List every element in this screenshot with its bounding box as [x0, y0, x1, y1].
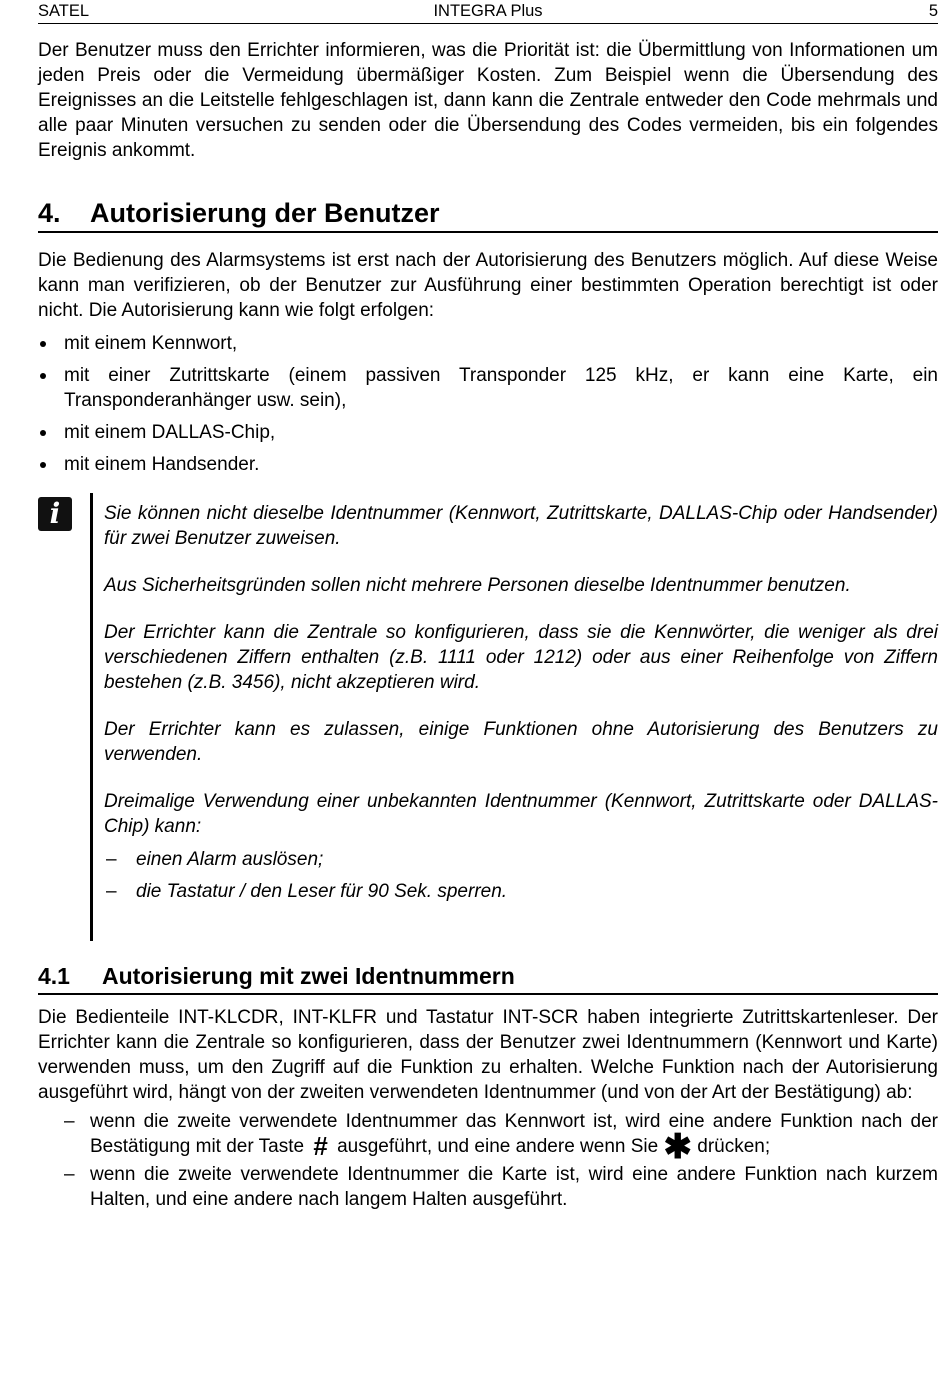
hash-key-icon: # — [313, 1131, 328, 1161]
list-item: mit einem Handsender. — [38, 452, 938, 477]
list-item: mit einer Zutrittskarte (einem passiven Transponder 125 kHz, er kann eine Karte, ein Transponderanhänger usw. sein), — [38, 363, 938, 413]
document-page — [38, 0, 938, 1215]
dash-icon: – — [64, 1111, 75, 1132]
section-4-1-heading — [38, 961, 938, 995]
authorization-methods-list — [38, 331, 938, 477]
list-item: – die Tastatur / den Leser für 90 Sek. sperren. — [106, 881, 508, 902]
section-4-title: Autorisierung der Benutzer — [90, 198, 440, 228]
section-4-paragraph: Die Bedienung des Alarmsystems ist erst nach der Autorisierung des Benutzers möglich. Auf diese Weise kann man verifizieren, ob der Benutzer zur Ausführung einer bestimmten Operation berechtigt ist oder nicht. Die Autorisierung kann wie folgt erfolgen: — [38, 250, 938, 321]
note-dash-list — [104, 847, 938, 904]
note-paragraph: Der Errichter kann die Zentrale so konfigurieren, dass sie die Kennwörter, die weniger als drei verschiedenen Ziffern enthalten (z.B. 1111 oder 1212) oder aus einer Reihenfolge von Ziffern bestehen (z.B. 3456), nicht akzeptieren wird. — [104, 622, 938, 693]
note-paragraph: Dreimalige Verwendung einer unbekannten Identnummer (Kennwort, Zutrittskarte oder DALLAS-Chip) kann: — [104, 791, 938, 837]
note-bar — [90, 493, 93, 941]
dash-icon: – — [106, 881, 117, 902]
bullet-icon — [40, 462, 46, 468]
intro-paragraph: Der Benutzer muss den Errichter informieren, was die Priorität ist: die Übermittlung von Informationen um jeden Preis oder die Vermeidung übermäßiger Kosten. Zum Beispiel wenn die Übersendung des Ereignisses an die Leitstelle fehlgeschlagen ist, dann kann die Zentrale entweder den Code mehrmals und alle paar Minuten versuchen zu senden oder die Übersendung des Codes vermeiden, bis ein folgendes Ereignis ankommt. — [38, 40, 938, 161]
list-item: – einen Alarm auslösen; — [106, 849, 324, 870]
list-item: – wenn die zweite verwendete Identnummer das Kennwort ist, wird eine andere Funktion nach der Bestätigung mit der Taste # ausgeführt, und eine andere wenn Sie ✱ drücken; — [64, 1111, 938, 1166]
note-paragraph: Aus Sicherheitsgründen sollen nicht mehrere Personen dieselbe Identnummer benutzen. — [104, 575, 851, 596]
section-4-1-number: 4.1 — [38, 963, 70, 989]
bullet-icon — [40, 373, 46, 379]
page-header — [38, 0, 938, 24]
page-number: 5 — [928, 2, 938, 20]
note-paragraph: Der Errichter kann es zulassen, einige Funktionen ohne Autorisierung des Benutzers zu verwenden. — [104, 719, 938, 765]
list-item: mit einem DALLAS-Chip, — [38, 420, 938, 445]
info-note — [38, 493, 938, 941]
section-4-number: 4. — [38, 198, 61, 228]
note-paragraph: Sie können nicht dieselbe Identnummer (Kennwort, Zutrittskarte, DALLAS-Chip oder Handsender) für zwei Benutzer zuweisen. — [104, 503, 938, 549]
dash-icon: – — [106, 849, 117, 870]
list-item: – wenn die zweite verwendete Identnummer die Karte ist, wird eine andere Funktion nach kurzem Halten, und eine andere nach langem Halten ausgeführt. — [64, 1164, 938, 1210]
header-brand: SATEL — [38, 2, 90, 20]
info-icon: i — [38, 497, 72, 531]
dash-icon: – — [64, 1164, 75, 1185]
header-product: INTEGRA Plus — [433, 2, 543, 20]
list-item: mit einem Kennwort, — [38, 331, 938, 356]
star-key-icon: ✱ — [663, 1128, 692, 1166]
section-4-1-paragraph: Die Bedienteile INT-KLCDR, INT-KLFR und Tastatur INT-SCR haben integrierte Zutrittskartenleser. Der Errichter kann die Zentrale so konfigurieren, dass der Benutzer zwei Identnummern (Kennwort und Karte) verwenden muss, um den Zugriff auf die Funktion zu erhalten. Welche Funktion nach der Autorisierung ausgeführt wird, hängt von der zweiten verwendeten Identnummer (und von der Art der Bestätigung) ab: — [38, 1007, 938, 1103]
second-identnumber-list — [38, 1109, 938, 1212]
bullet-icon — [40, 430, 46, 436]
note-text — [104, 501, 938, 911]
section-4-1-title: Autorisierung mit zwei Identnummern — [102, 963, 515, 989]
bullet-icon — [40, 341, 46, 347]
section-4-heading — [38, 197, 938, 233]
